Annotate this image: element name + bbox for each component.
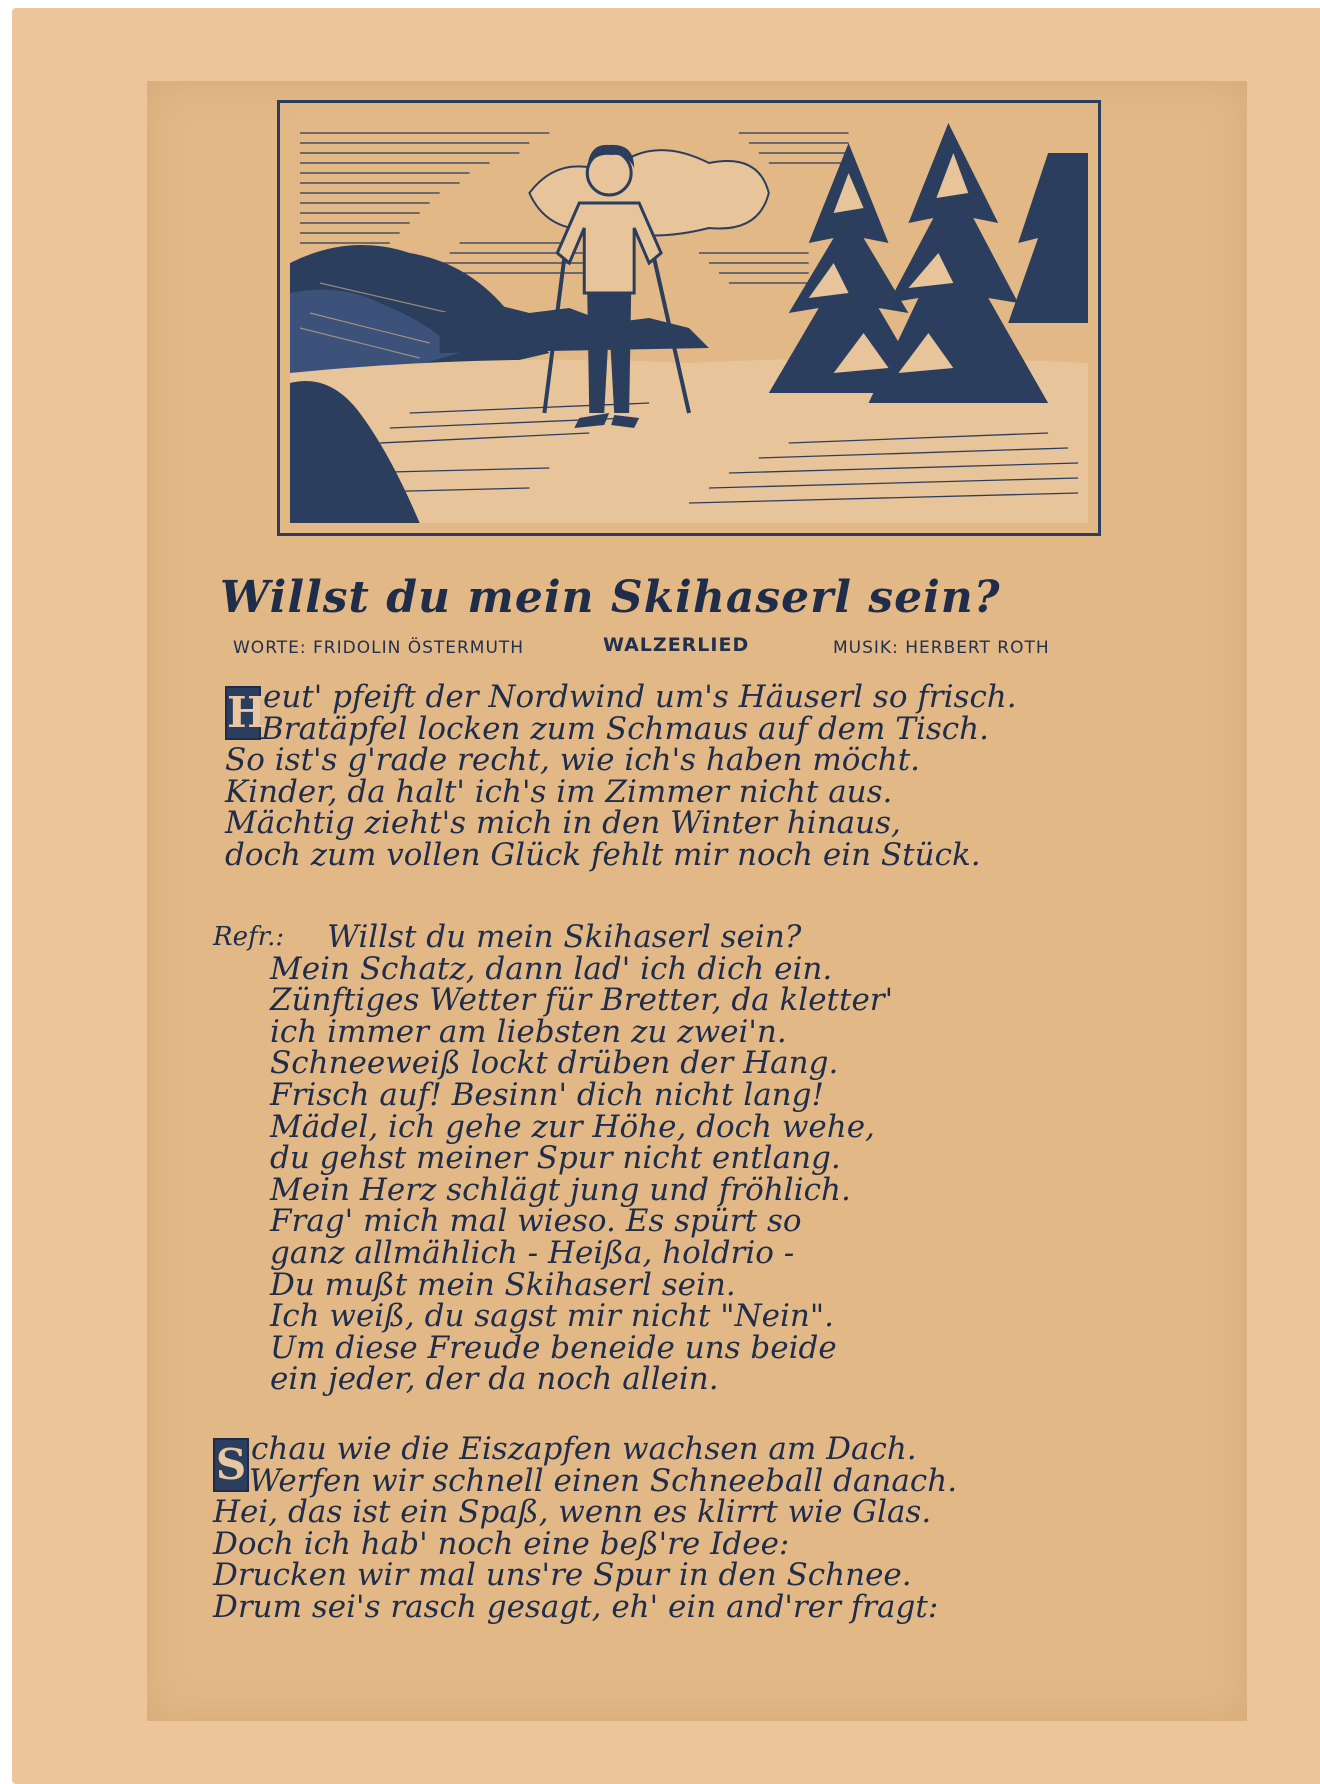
verse-line: doch zum vollen Glück fehlt mir noch ein Stück. <box>225 836 981 873</box>
verse-line: Doch ich hab' noch eine beß're Idee: <box>213 1525 790 1562</box>
refrain-line: ein jeder, der da noch allein. <box>270 1361 719 1398</box>
lyricist-credit: WORTE: FRIDOLIN ÖSTERMUTH <box>233 638 525 658</box>
refrain-line: Frisch auf! Besinn' dich nicht lang! <box>270 1076 824 1113</box>
verse-line: Drum sei's rasch gesagt, eh' ein and'rer fragt: <box>213 1588 939 1625</box>
refrain-label: Refr.: <box>213 922 285 952</box>
verse-line: S chau wie die Eiszapfen wachsen am Dach. <box>213 1434 957 1466</box>
refrain-line: Mein Schatz, dann lad' ich dich ein. <box>270 950 833 987</box>
refrain-line: Mädel, ich gehe zur Höhe, doch wehe, <box>270 1108 875 1145</box>
verse-line: Hei, das ist ein Spaß, wenn es klirrt wie Glas. <box>213 1494 932 1531</box>
refrain-line: Um diese Freude beneide uns beide <box>270 1329 837 1366</box>
refrain-line: ich immer am liebsten zu zwei'n. <box>270 1013 787 1050</box>
verse-line: So ist's g'rade recht, wie ich's haben möcht. <box>225 742 921 779</box>
winter-scene-image <box>290 113 1088 523</box>
refrain-line: Ich weiß, du sagst mir nicht "Nein". <box>270 1298 834 1335</box>
song-title: Willst du mein Skihaserl sein? <box>220 572 1001 623</box>
drop-cap-initial: H <box>225 686 261 740</box>
refrain-line: Frag' mich mal wieso. Es spürt so <box>270 1203 802 1240</box>
verse-line: Kinder, da halt' ich's im Zimmer nicht aus. <box>225 773 893 810</box>
refrain <box>270 919 894 1398</box>
verse-1 <box>225 679 1017 873</box>
skier-illustration <box>277 100 1101 536</box>
verse-line: Bratäpfel locken zum Schmaus auf dem Tisch. <box>261 710 989 747</box>
verse-line: Werfen wir schnell einen Schneeball danach. <box>249 1462 958 1499</box>
refrain-line: Mein Herz schlägt jung und fröhlich. <box>270 1171 851 1208</box>
composer-credit: MUSIK: HERBERT ROTH <box>833 638 1050 658</box>
verse-2 <box>213 1431 958 1625</box>
refrain-line: Schneeweiß lockt drüben der Hang. <box>270 1045 839 1082</box>
refrain-line: Willst du mein Skihaserl sein? <box>327 919 802 955</box>
drop-cap-initial: S <box>213 1438 249 1492</box>
refrain-line: ganz allmählich - Heißa, holdrio - <box>270 1234 795 1271</box>
refrain-line: Zünftiges Wetter für Bretter, da kletter' <box>270 982 894 1019</box>
verse-line: Drucken wir mal uns're Spur in den Schnee. <box>213 1557 912 1594</box>
verse-line: Heut' pfeift der Nordwind um's Häuserl so frisch. <box>225 682 1017 714</box>
genre-label: WALZERLIED <box>603 634 750 656</box>
refrain-line: Du mußt mein Skihaserl sein. <box>270 1266 736 1303</box>
refrain-line: du gehst meiner Spur nicht entlang. <box>270 1140 841 1177</box>
verse-line: Mächtig zieht's mich in den Winter hinaus, <box>225 805 901 842</box>
